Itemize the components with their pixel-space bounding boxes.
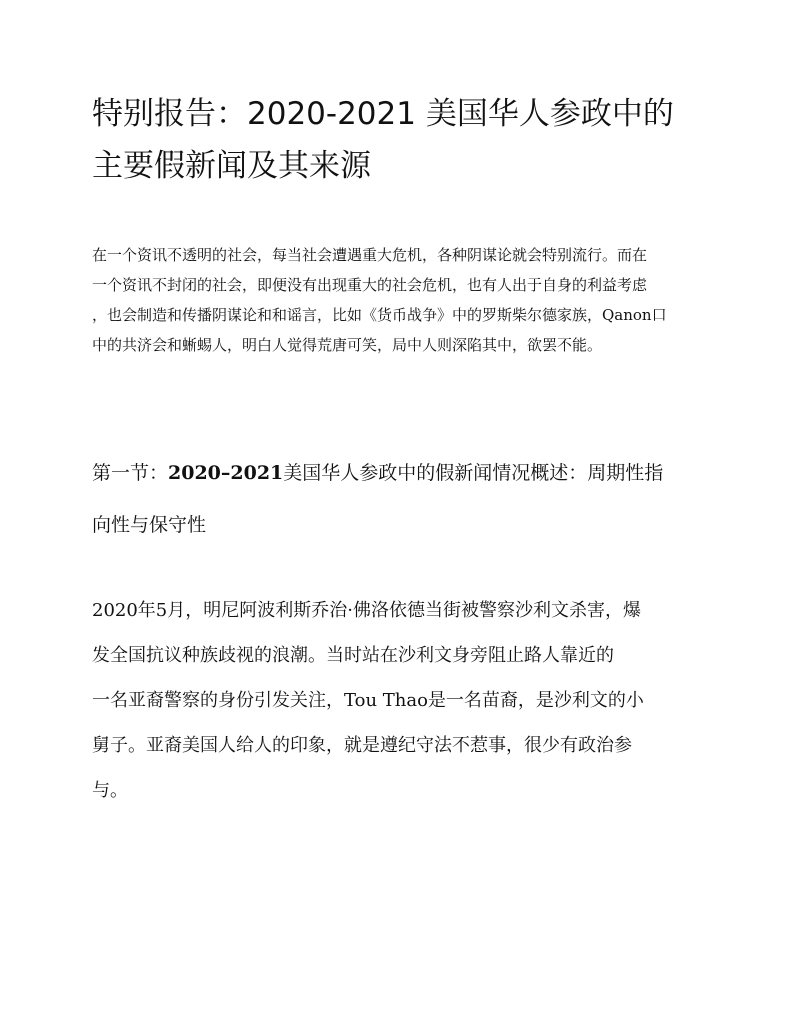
body-line: 舅子。亚裔美国人给人的印象，就是遵纪守法不惹事，很少有政治参 [92, 735, 632, 756]
section-heading-line [92, 447, 732, 499]
intro-paragraph [92, 240, 732, 360]
body-line: 发全国抗议种族歧视的浪潮。当时站在沙利文身旁阻止路人靠近的 [92, 645, 614, 666]
intro-line: ，也会制造和传播阴谋论和和谣言，比如《货币战争》中的罗斯柴尔德家族，Qanon口 [92, 306, 667, 324]
title-line: 特别报告：2020-2021 美国华人参政中的 [92, 96, 674, 132]
section-title-part: 美国华人参政中的假新闻情况概述：周期性指 [283, 462, 664, 484]
body-line: 2020年5月，明尼阿波利斯乔治·佛洛依德当街被警察沙利文杀害，爆 [92, 600, 641, 621]
section-years: 2020–2021 [168, 462, 284, 484]
body-line: 与。 [92, 780, 128, 801]
intro-line: 在一个资讯不透明的社会，每当社会遭遇重大危机，各种阴谋论就会特别流行。而在 [92, 246, 648, 264]
section-heading [92, 447, 732, 551]
report-title [92, 88, 732, 192]
title-line: 主要假新闻及其来源 [92, 148, 371, 184]
section-prefix: 第一节： [92, 462, 169, 484]
body-line: 一名亚裔警察的身份引发关注，Tou Thao是一名苗裔，是沙利文的小 [92, 690, 644, 711]
intro-line: 一个资讯不封闭的社会，即便没有出现重大的社会危机，也有人出于自身的利益考虑 [92, 276, 648, 294]
body-paragraph [92, 588, 732, 813]
intro-line: 中的共济会和蜥蜴人，明白人觉得荒唐可笑，局中人则深陷其中，欲罢不能。 [92, 336, 603, 354]
section-heading-line: 向性与保守性 [92, 514, 207, 536]
